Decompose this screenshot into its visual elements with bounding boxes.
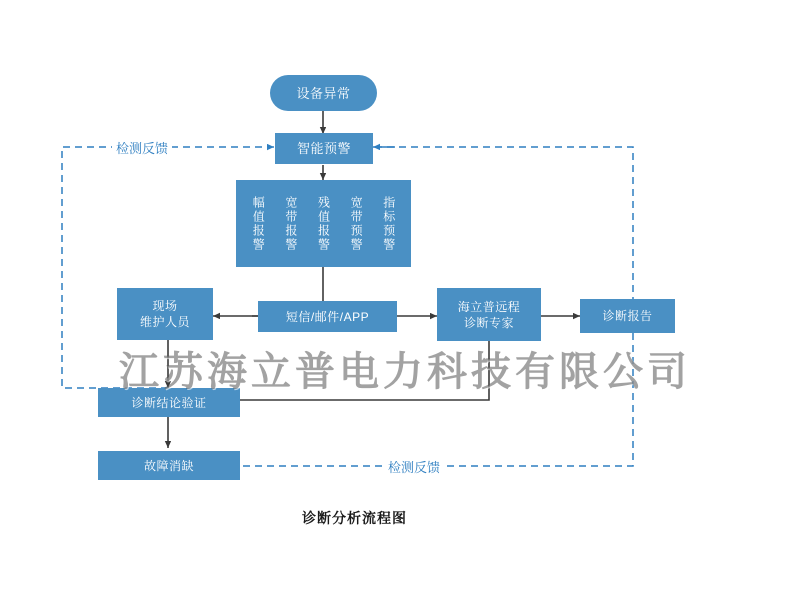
node-fault-clear-label: 故障消缺 [143, 458, 194, 473]
node-remote-expert-label-line1: 海立普远程 [457, 299, 521, 314]
node-notify-channel[interactable] [258, 301, 397, 332]
node-remote-expert[interactable] [437, 288, 541, 341]
node-conclusion-verify-label: 诊断结论验证 [131, 395, 207, 410]
edge-label-feedback-bottom: 检测反馈 [384, 457, 444, 476]
node-site-staff-label-line1: 现场 [152, 299, 178, 313]
node-device-abnormal-label: 设备异常 [296, 85, 351, 101]
node-smart-warning[interactable] [275, 133, 373, 164]
alarm-cell-broadband-alarm: 宽带报警 [283, 195, 298, 252]
node-site-staff[interactable] [117, 288, 213, 340]
node-diagnosis-report[interactable] [580, 299, 675, 333]
node-notify-channel-label: 短信/邮件/APP [285, 309, 370, 324]
node-smart-warning-label: 智能预警 [296, 141, 351, 156]
node-device-abnormal[interactable] [270, 75, 377, 111]
node-site-staff-label-line2: 维护人员 [139, 315, 190, 329]
watermark: 江苏海立普电力科技有限公司 [119, 348, 691, 395]
edge-label-feedback-top: 检测反馈 [112, 138, 172, 157]
alarm-cell-residual: 残值报警 [316, 195, 331, 252]
alarm-cell-index-warning: 指标预警 [381, 195, 396, 252]
alarm-cell-broadband-warning: 宽带预警 [349, 195, 364, 252]
node-remote-expert-label-line2: 诊断专家 [463, 315, 514, 330]
node-alarm-panel[interactable] [236, 180, 411, 267]
node-fault-clear[interactable] [98, 451, 240, 480]
node-diagnosis-report-label: 诊断报告 [602, 309, 653, 323]
alarm-cell-amplitude: 幅值报警 [251, 195, 266, 252]
diagram-caption: 诊断分析流程图 [302, 510, 407, 526]
